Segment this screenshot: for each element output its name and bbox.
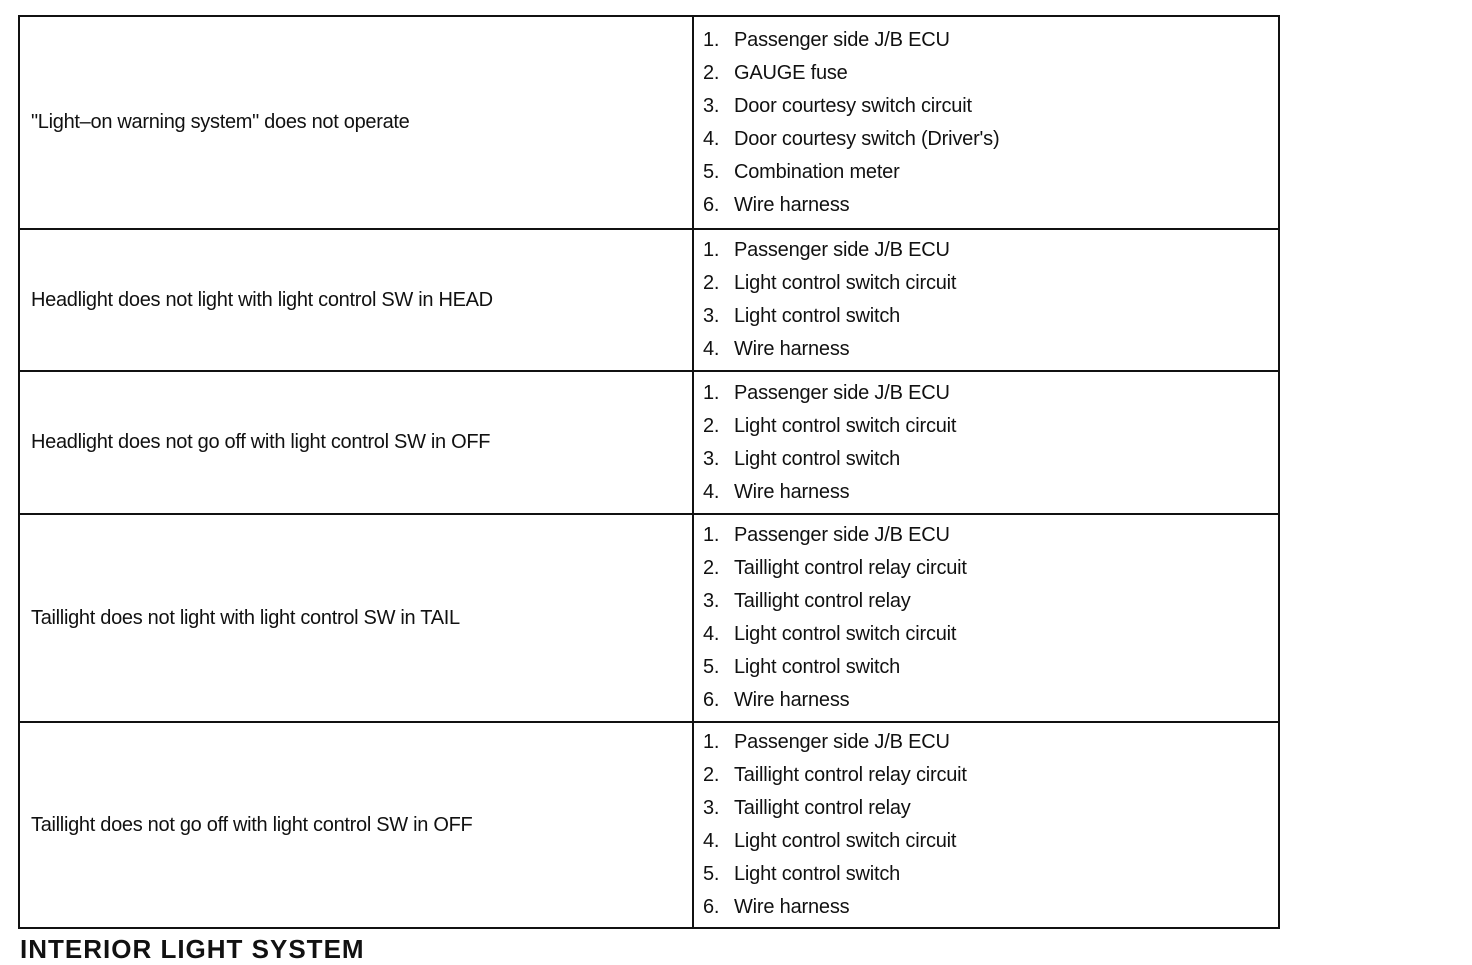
list-item: [703, 410, 1278, 443]
item-text: Light control switch: [734, 863, 901, 885]
suspect-area-list: [703, 24, 1278, 222]
list-item: [703, 57, 1278, 90]
list-item: [703, 24, 1278, 57]
list-item: [703, 684, 1278, 717]
item-text: GAUGE fuse: [734, 61, 848, 84]
item-number: 4.: [703, 480, 720, 503]
list-item: [703, 333, 1278, 366]
list-item: [703, 858, 1278, 891]
item-text: Passenger side J/B ECU: [734, 239, 950, 261]
item-number: 2.: [703, 272, 720, 294]
item-number: 4.: [703, 127, 720, 150]
symptom-cell: Taillight does not go off with light control SW in OFF: [19, 722, 693, 928]
list-item: [703, 618, 1278, 651]
list-item: [703, 519, 1278, 552]
item-number: 6.: [703, 689, 720, 711]
suspect-area-cell: [693, 229, 1279, 371]
item-number: 5.: [703, 160, 720, 183]
item-number: 3.: [703, 797, 720, 819]
symptom-cell: Taillight does not light with light control SW in TAIL: [19, 514, 693, 722]
symptom-cell: Headlight does not light with light control SW in HEAD: [19, 229, 693, 371]
trouble-table-body: [19, 16, 1279, 928]
suspect-area-cell: [693, 722, 1279, 928]
list-item: [703, 156, 1278, 189]
item-text: Taillight control relay circuit: [734, 764, 967, 786]
item-number: 2.: [703, 414, 720, 437]
item-number: 4.: [703, 623, 720, 645]
item-number: 5.: [703, 656, 720, 678]
suspect-area-cell: [693, 16, 1279, 229]
table-row: [19, 514, 1279, 722]
list-item: [703, 189, 1278, 222]
list-item: [703, 792, 1278, 825]
suspect-area-list: [703, 234, 1278, 366]
section-heading: INTERIOR LIGHT SYSTEM: [20, 934, 365, 964]
item-text: Light control switch circuit: [734, 272, 957, 294]
item-text: Door courtesy switch (Driver's): [734, 127, 1000, 150]
list-item: [703, 234, 1278, 267]
item-number: 2.: [703, 764, 720, 786]
item-number: 6.: [703, 896, 720, 918]
table-row: [19, 722, 1279, 928]
suspect-area-list: [703, 377, 1278, 509]
item-number: 3.: [703, 447, 720, 470]
item-number: 1.: [703, 381, 720, 404]
item-text: Passenger side J/B ECU: [734, 28, 950, 51]
table-row: [19, 229, 1279, 371]
item-text: Wire harness: [734, 480, 850, 503]
list-item: [703, 759, 1278, 792]
table-row: [19, 16, 1279, 229]
item-number: 4.: [703, 338, 720, 360]
item-number: 2.: [703, 557, 720, 579]
list-item: [703, 891, 1278, 924]
item-number: 6.: [703, 193, 720, 216]
item-text: Taillight control relay: [734, 590, 911, 612]
suspect-area-list: [703, 726, 1278, 924]
item-text: Wire harness: [734, 338, 850, 360]
item-text: Wire harness: [734, 193, 850, 216]
item-text: Taillight control relay circuit: [734, 557, 967, 579]
list-item: [703, 585, 1278, 618]
item-number: 1.: [703, 731, 720, 753]
table-row: [19, 371, 1279, 514]
item-number: 3.: [703, 305, 720, 327]
item-text: Taillight control relay: [734, 797, 911, 819]
list-item: [703, 443, 1278, 476]
suspect-area-list: [703, 519, 1278, 717]
item-number: 1.: [703, 239, 720, 261]
list-item: [703, 726, 1278, 759]
list-item: [703, 90, 1278, 123]
suspect-area-cell: [693, 371, 1279, 514]
item-text: Light control switch: [734, 305, 901, 327]
item-number: 5.: [703, 863, 720, 885]
symptom-cell: "Light–on warning system" does not operate: [19, 16, 693, 229]
item-number: 2.: [703, 61, 720, 84]
list-item: [703, 476, 1278, 509]
item-text: Light control switch circuit: [734, 830, 957, 852]
list-item: [703, 825, 1278, 858]
item-text: Light control switch circuit: [734, 623, 957, 645]
item-text: Passenger side J/B ECU: [734, 381, 950, 404]
item-text: Light control switch: [734, 656, 901, 678]
item-text: Light control switch circuit: [734, 414, 957, 437]
item-number: 3.: [703, 590, 720, 612]
list-item: [703, 123, 1278, 156]
item-text: Light control switch: [734, 447, 901, 470]
suspect-area-cell: [693, 514, 1279, 722]
item-text: Wire harness: [734, 689, 850, 711]
symptom-cell: Headlight does not go off with light control SW in OFF: [19, 371, 693, 514]
item-text: Passenger side J/B ECU: [734, 524, 950, 546]
list-item: [703, 552, 1278, 585]
item-number: 1.: [703, 524, 720, 546]
trouble-table: [18, 15, 1280, 929]
list-item: [703, 377, 1278, 410]
list-item: [703, 651, 1278, 684]
item-number: 1.: [703, 28, 720, 51]
item-text: Passenger side J/B ECU: [734, 731, 950, 753]
item-number: 4.: [703, 830, 720, 852]
item-text: Wire harness: [734, 896, 850, 918]
list-item: [703, 300, 1278, 333]
list-item: [703, 267, 1278, 300]
item-text: Door courtesy switch circuit: [734, 94, 972, 117]
item-text: Combination meter: [734, 160, 900, 183]
item-number: 3.: [703, 94, 720, 117]
